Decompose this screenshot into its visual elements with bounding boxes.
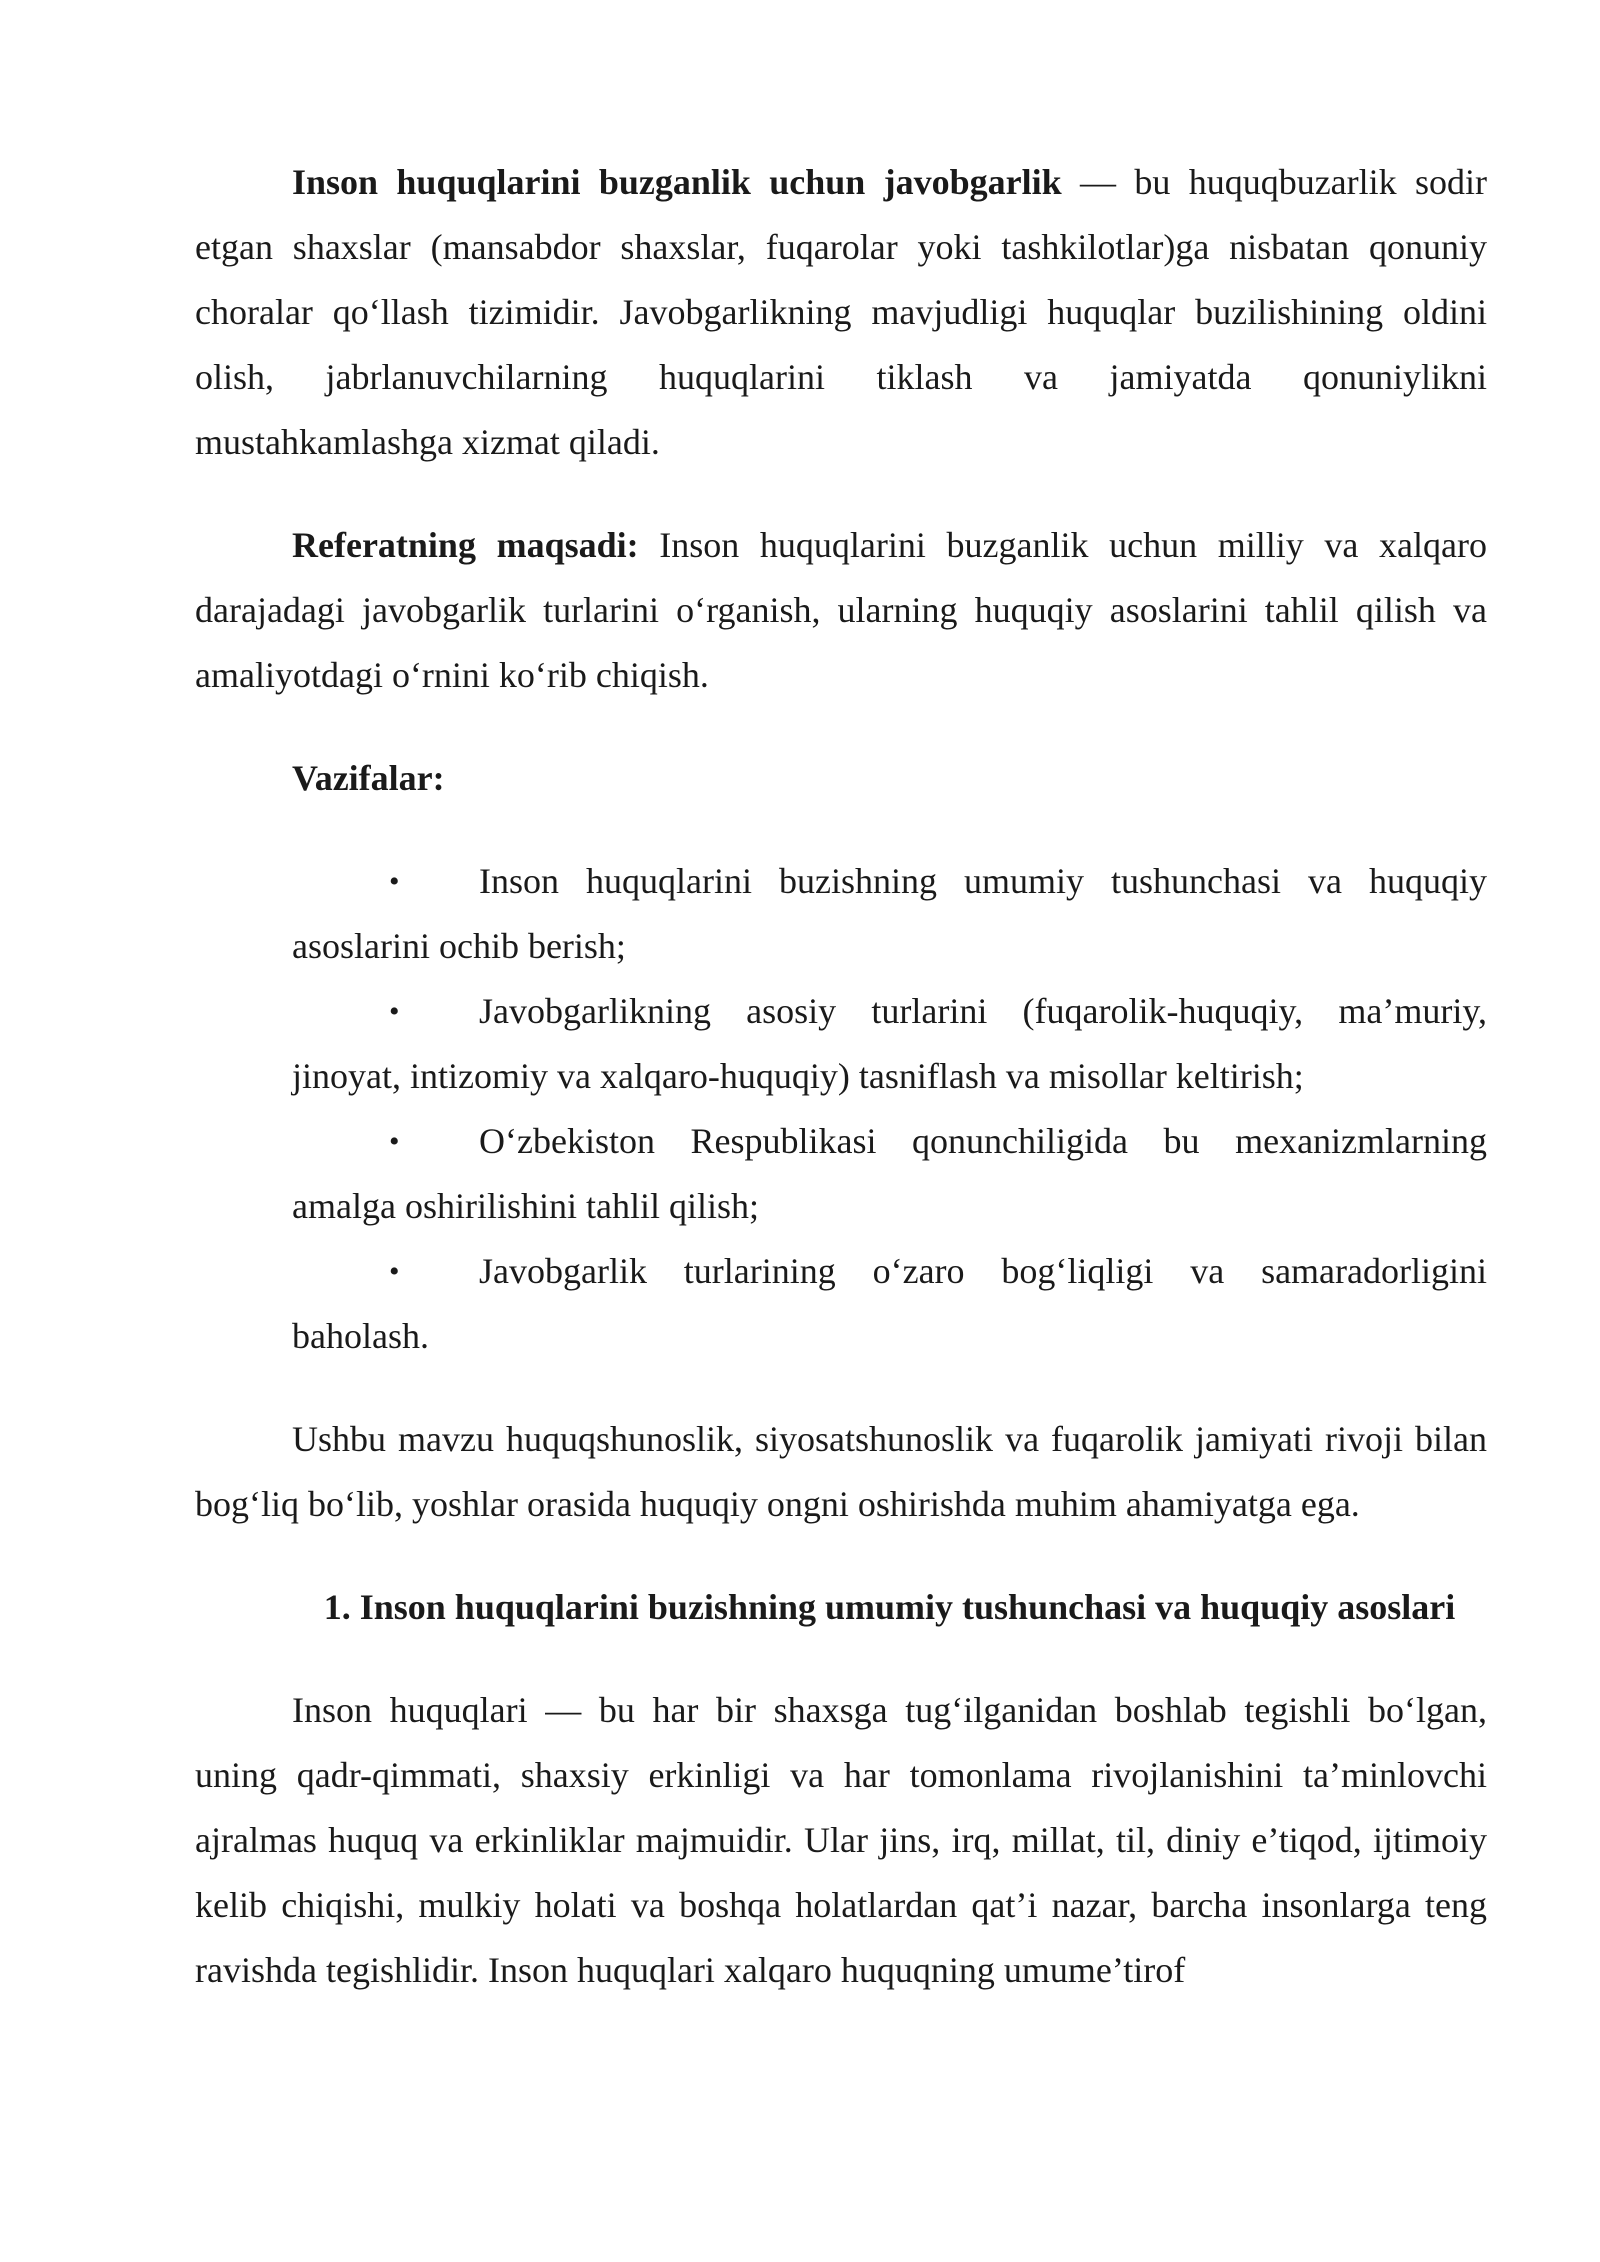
- purpose-label: Referatning maqsadi:: [292, 525, 639, 565]
- bullet-icon: •: [389, 1255, 400, 1288]
- purpose-paragraph: [195, 513, 1487, 708]
- list-item-text: Javobgarlikning asosiy turlarini (fuqarolik-huquqiy, ma’muriy, jinoyat, intizomiy va xalqaro-huquqiy) tasniflash va misollar keltirish;: [292, 991, 1487, 1096]
- section-heading: 1. Inson huquqlarini buzishning umumiy tushunchasi va huquqiy asoslari: [323, 1587, 1456, 1627]
- list-item: [292, 1239, 1487, 1369]
- bullet-icon: •: [389, 995, 400, 1028]
- list-item: [292, 1109, 1487, 1239]
- document-page: [195, 150, 1487, 2003]
- list-item: [292, 979, 1487, 1109]
- list-item-text: Inson huquqlarini buzishning umumiy tushunchasi va huquqiy asoslarini ochib berish;: [292, 861, 1487, 966]
- purpose-text: Inson huquqlarini buzganlik uchun milliy va xalqaro darajadagi javobgarlik turlarini o‘rganish, ularning huquqiy asoslarini tahlil qilish va amaliyotdagi o‘rnini ko‘rib chiqish.: [195, 525, 1487, 695]
- list-item: [292, 849, 1487, 979]
- relevance-paragraph: Ushbu mavzu huquqshunoslik, siyosatshunoslik va fuqarolik jamiyati rivoji bilan bog‘liq bo‘lib, yoshlar orasida huquqiy ongni oshirishda muhim ahamiyatga ega.: [195, 1419, 1487, 1524]
- intro-text: — bu huquqbuzarlik sodir etgan shaxslar (mansabdor shaxslar, fuqarolar yoki tashkilotlar)ga nisbatan qonuniy choralar qo‘llash tizimidir. Javobgarlikning mavjudligi huquqlar buzilishining oldini olish, jabrlanuvchilarning huquqlarini tiklash va jamiyatda qonuniylikni mustahkamlashga xizmat qiladi.: [195, 162, 1487, 462]
- bullet-icon: •: [389, 865, 400, 898]
- list-item-text: Javobgarlik turlarining o‘zaro bog‘liqligi va samaradorligini baholash.: [292, 1251, 1487, 1356]
- intro-term: Inson huquqlarini buzganlik uchun javobgarlik: [292, 162, 1062, 202]
- intro-paragraph: [195, 150, 1487, 475]
- tasks-list: [195, 849, 1487, 1369]
- list-item-text: O‘zbekiston Respublikasi qonunchiligida bu mexanizmlarning amalga oshirilishini tahlil qilish;: [292, 1121, 1487, 1226]
- bullet-icon: •: [389, 1125, 400, 1158]
- section-paragraph: Inson huquqlari — bu har bir shaxsga tug‘ilganidan boshlab tegishli bo‘lgan, uning qadr-qimmati, shaxsiy erkinligi va har tomonlama rivojlanishini ta’minlovchi ajralmas huquq va erkinliklar majmuidir. Ular jins, irq, millat, til, diniy e’tiqod, ijtimoiy kelib chiqishi, mulkiy holati va boshqa holatlardan qat’i nazar, barcha insonlarga teng ravishda tegishlidir. Inson huquqlari xalqaro huquqning umume’tirof: [195, 1690, 1487, 1990]
- tasks-label: Vazifalar:: [292, 758, 445, 798]
